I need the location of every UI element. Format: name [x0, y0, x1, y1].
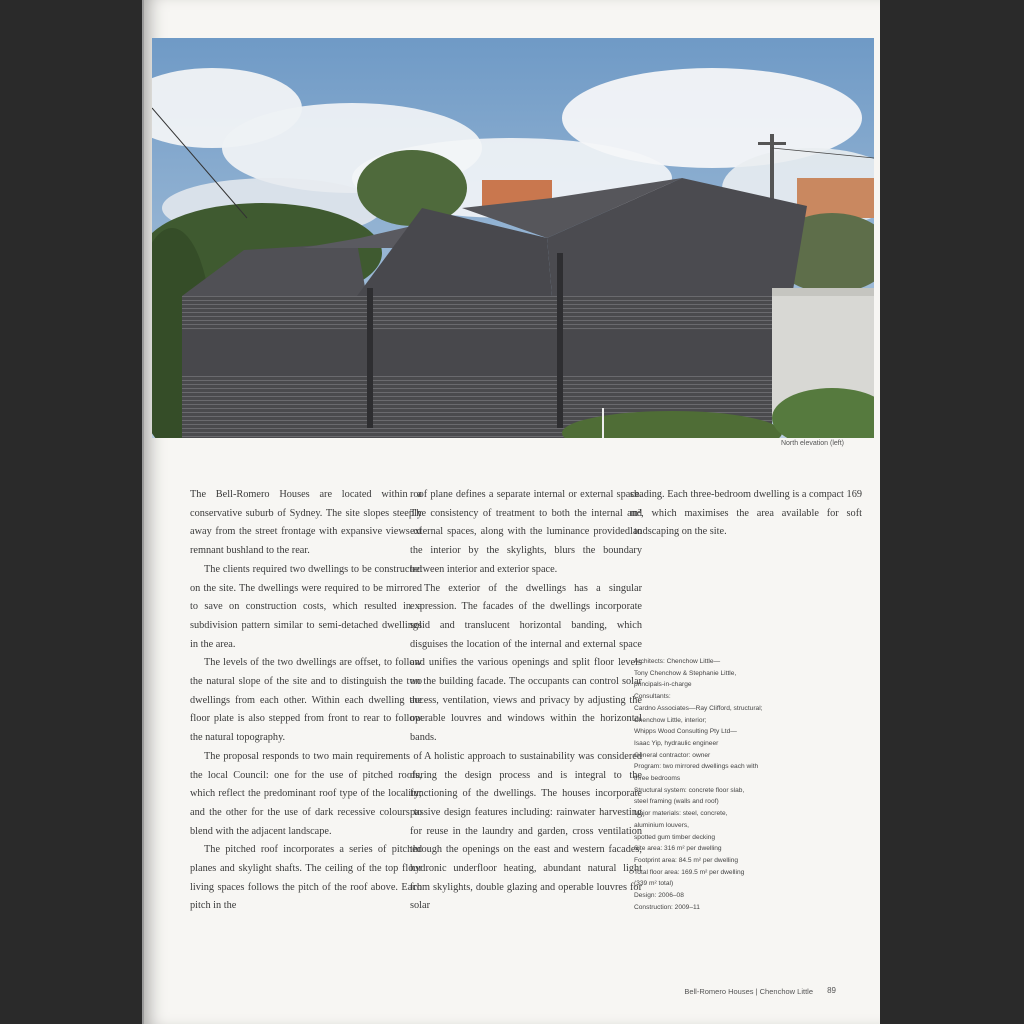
paragraph: The Bell-Romero Houses are located within a conservative suburb of Sydney. The site slopes steeply away from the street frontage with expansive views of remnant bushland to the rear. [190, 489, 422, 557]
credit-line: General contractor: owner [634, 751, 711, 759]
credit-line: aluminium louvers, [634, 821, 689, 829]
credit-line: (339 m² total) [634, 880, 674, 888]
paragraph: A holistic approach to sustainability was considered during the design process and is integral to the functioning of the dwellings. The houses incorporate passive design features including: rainwater harvesting for reuse in the laundry and garden, cross ventilation through the openings on the east and western facades, hydronic underfloor heating, abundant natural light from skylights, double glazing and operable louvres for solar [410, 750, 642, 912]
credit-line: principals-in-charge [634, 681, 692, 689]
text-column-2 [410, 486, 642, 916]
paragraph: The proposal responds to two main requirements of the local Council: one for the use of pitched roofs, which reflect the predominant roof type of the locality; and the other for the use of dark recessive colours to blend with the adjacent landscape. [190, 750, 422, 837]
paragraph: The levels of the two dwellings are offset, to follow the natural slope of the site and to distinguish the two dwellings from each other. Within each dwelling the floor plate is also stepped from front to rear to follow the natural topography. [190, 657, 422, 744]
credit-line: spotted gum timber decking [634, 833, 715, 841]
page-number: 89 [827, 986, 836, 995]
credit-line: Site area: 316 m² per dwelling [634, 845, 722, 853]
text-column-3 [630, 486, 862, 542]
text-column-1 [190, 486, 422, 916]
credit-line: Chenchow Little, interior; [634, 716, 707, 724]
credit-line: Consultants: [634, 693, 671, 701]
paragraph: The clients required two dwellings to be constructed on the site. The dwellings were required to be mirrored to save on construction costs, which resulted in a subdivision pattern similar to semi-detached dwellings in the area. [190, 563, 422, 650]
photo-caption: North elevation (left) [780, 440, 844, 447]
book-page [142, 0, 880, 1024]
credit-line: Isaac Yip, hydraulic engineer [634, 739, 719, 747]
credit-line: Structural system: concrete floor slab, [634, 786, 745, 794]
credit-line: Design: 2006–08 [634, 892, 684, 900]
credit-line: steel framing (walls and roof) [634, 798, 719, 806]
credit-line: Program: two mirrored dwellings each with [634, 763, 759, 771]
credit-line: Footprint area: 84.5 m² per dwelling [634, 856, 739, 864]
credit-line: Construction: 2009–11 [634, 903, 700, 911]
paragraph: roof plane defines a separate internal or external space. The consistency of treatment to both the internal and external spaces, along with the luminance provided to the interior by the skylights, blurs the boundary between interior and exterior space. [410, 489, 642, 575]
credit-line: Architects: Chenchow Little— [634, 658, 721, 665]
paragraph: The exterior of the dwellings has a singular expression. The facades of the dwellings incorporate solid and translucent horizontal banding, which disguises the location of the internal and external space and unifies the various openings and split floor levels on the building facade. The occupants can control solar access, ventilation, views and privacy by adjusting the operable louvres and windows within the horizontal bands. [410, 582, 642, 744]
building-photo [152, 38, 874, 438]
running-footer: Bell-Romero Houses | Chenchow Little [684, 987, 813, 996]
credit-line: Whipps Wood Consulting Pty Ltd— [634, 728, 737, 736]
credit-line: Total floor area: 169.5 m² per dwelling [634, 868, 745, 876]
credit-line: Cardno Associates—Ray Clifford, structural; [634, 704, 763, 712]
credit-line: Tony Chenchow & Stephanie Little, [634, 669, 737, 677]
north-elevation-image [152, 38, 874, 438]
project-credits [634, 656, 814, 913]
paragraph: The pitched roof incorporates a series of pitched planes and skylight shafts. The ceiling of the top floor living spaces follows the pitch of the roof above. Each pitch in the [190, 844, 422, 912]
credit-line: three bedrooms [634, 775, 681, 783]
credit-line: Major materials: steel, concrete, [634, 810, 728, 818]
paragraph: shading. Each three-bedroom dwelling is a compact 169 m², which maximises the area available for soft landscaping on the site. [630, 489, 862, 538]
